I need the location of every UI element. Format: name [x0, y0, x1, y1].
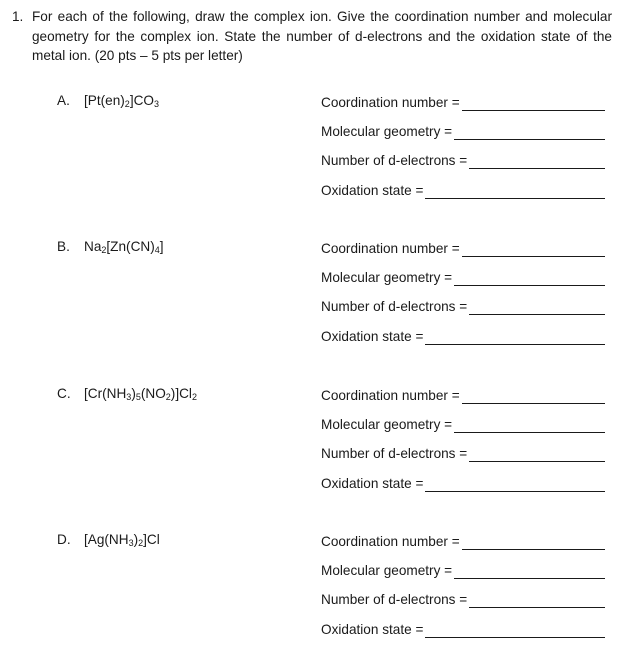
answer-line[interactable] [469, 593, 605, 608]
question-number: 1. [12, 9, 24, 24]
oxidation-state-label: Oxidation state = [321, 476, 424, 491]
coordination-number-field[interactable] [321, 239, 605, 257]
answer-line[interactable] [454, 125, 605, 140]
coordination-number-field[interactable] [321, 386, 605, 404]
answer-line[interactable] [469, 154, 605, 169]
molecular-geometry-label: Molecular geometry = [321, 563, 453, 578]
answer-line[interactable] [454, 271, 605, 286]
molecular-geometry-field[interactable] [321, 122, 605, 140]
coordination-number-label: Coordination number = [321, 241, 460, 256]
answer-line[interactable] [462, 535, 605, 550]
answer-line[interactable] [462, 96, 605, 111]
answer-line[interactable] [454, 418, 605, 433]
d-electrons-label: Number of d-electrons = [321, 446, 468, 461]
oxidation-state-field[interactable] [321, 181, 605, 199]
part-letter: D. [57, 532, 71, 547]
oxidation-state-label: Oxidation state = [321, 183, 424, 198]
molecular-geometry-label: Molecular geometry = [321, 417, 453, 432]
part-label [57, 93, 159, 109]
d-electrons-field[interactable] [321, 151, 605, 169]
coordination-number-label: Coordination number = [321, 388, 460, 403]
answer-line[interactable] [469, 447, 605, 462]
answer-line[interactable] [425, 330, 605, 345]
part-label [57, 532, 160, 548]
formula: $Na_2[Zn(CN)_4]$ [84, 239, 164, 255]
oxidation-state-field[interactable] [321, 327, 605, 345]
coordination-number-field[interactable] [321, 93, 605, 111]
part-letter: C. [57, 386, 71, 401]
part-label [57, 239, 164, 255]
formula: $[Pt(en)_2]CO_3$ [84, 93, 159, 109]
molecular-geometry-field[interactable] [321, 561, 605, 579]
oxidation-state-label: Oxidation state = [321, 622, 424, 637]
oxidation-state-field[interactable] [321, 474, 605, 492]
oxidation-state-field[interactable] [321, 620, 605, 638]
question-text: For each of the following, draw the complex ion. Give the coordination number and molecular geometry for the complex ion. State the number of d-electrons and the oxidation state of the metal ion. (20 pts – 5 pts per letter) [32, 9, 612, 63]
answer-line[interactable] [425, 477, 605, 492]
answer-line[interactable] [425, 184, 605, 199]
d-electrons-field[interactable] [321, 444, 605, 462]
d-electrons-label: Number of d-electrons = [321, 299, 468, 314]
molecular-geometry-field[interactable] [321, 268, 605, 286]
part-letter: B. [57, 239, 70, 254]
molecular-geometry-label: Molecular geometry = [321, 270, 453, 285]
molecular-geometry-label: Molecular geometry = [321, 124, 453, 139]
answer-line[interactable] [462, 389, 605, 404]
answer-line[interactable] [425, 623, 605, 638]
d-electrons-field[interactable] [321, 590, 605, 608]
part-label [57, 386, 197, 402]
coordination-number-label: Coordination number = [321, 534, 460, 549]
oxidation-state-label: Oxidation state = [321, 329, 424, 344]
d-electrons-label: Number of d-electrons = [321, 592, 468, 607]
formula: $[Cr(NH_3)_5(NO_2)]Cl_2$ [84, 386, 197, 402]
answer-line[interactable] [462, 242, 605, 257]
coordination-number-label: Coordination number = [321, 95, 460, 110]
d-electrons-field[interactable] [321, 297, 605, 315]
answer-line[interactable] [469, 300, 605, 315]
answer-line[interactable] [454, 564, 605, 579]
d-electrons-label: Number of d-electrons = [321, 153, 468, 168]
formula: $[Ag(NH_3)_2]Cl$ [84, 532, 160, 548]
part-letter: A. [57, 93, 70, 108]
question-block [12, 7, 612, 66]
molecular-geometry-field[interactable] [321, 415, 605, 433]
coordination-number-field[interactable] [321, 532, 605, 550]
